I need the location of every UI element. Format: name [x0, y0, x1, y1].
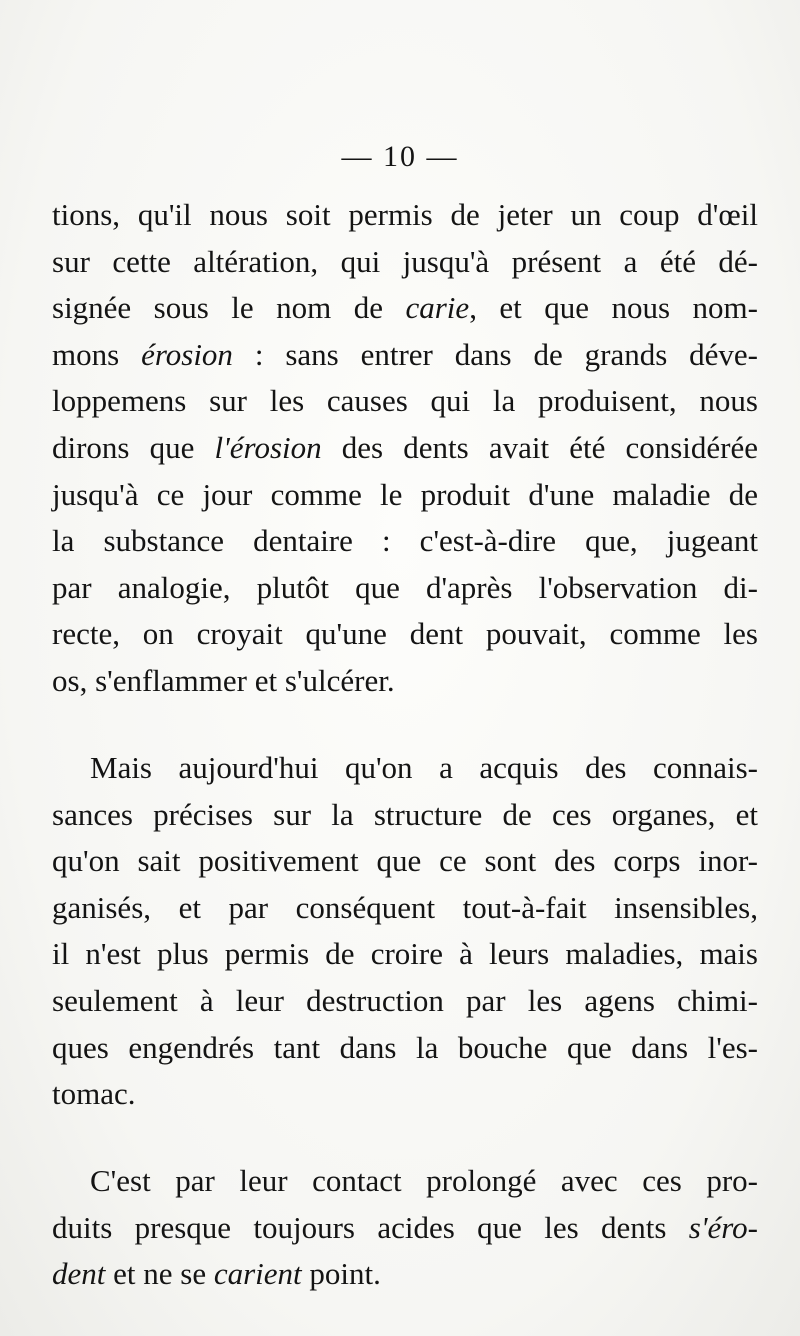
text-run: ganisés, et par conséquent tout-à-fait insensibles, [52, 889, 758, 925]
text-line [52, 192, 758, 239]
text-run: point. [301, 1256, 381, 1292]
text-run: il n'est plus permis de croire à leurs maladies, mais [52, 936, 758, 972]
text-line [52, 378, 758, 425]
text-run: tions, qu'il nous soit permis de jeter un coup d'œil [52, 197, 758, 232]
italic-term: dent [52, 1256, 106, 1292]
text-line [52, 332, 758, 379]
text-line [52, 1071, 758, 1118]
text-run: dirons que [52, 429, 215, 465]
text-run: : sans entrer dans de grands déve- [232, 336, 758, 372]
text-line [52, 518, 758, 565]
text-run: tomac. [52, 1076, 136, 1112]
italic-term: l'érosion [214, 429, 322, 465]
text-run: qu'on sait positivement que ce sont des corps inor- [52, 843, 758, 879]
text-run: seulement à leur destruction par les agens chimi- [52, 982, 758, 1018]
text-run: mons [52, 336, 142, 372]
page-number: — 10 — [341, 140, 459, 173]
italic-term: carient [213, 1256, 302, 1292]
text-run: Mais aujourd'hui qu'on a acquis des connais- [90, 750, 758, 785]
text-run: ques engendrés tant dans la bouche que dans l'es- [52, 1029, 758, 1065]
italic-term: carie [405, 290, 470, 326]
text-line [52, 1025, 758, 1072]
text-run: sances précises sur la structure de ces organes, et [52, 796, 758, 832]
text-run: C'est par leur contact prolongé avec ces pro- [90, 1163, 758, 1198]
text-line [52, 931, 758, 978]
text-line [52, 792, 758, 839]
text-line [52, 472, 758, 519]
text-line [52, 1158, 758, 1205]
text-line [52, 978, 758, 1025]
text-run: , et que nous nom- [469, 290, 758, 326]
text-line [52, 285, 758, 332]
text-run: recte, on croyait qu'une dent pouvait, comme les [52, 616, 758, 652]
text-line [52, 425, 758, 472]
text-run: jusqu'à ce jour comme le produit d'une maladie de [52, 476, 758, 512]
text-line [52, 838, 758, 885]
text-run: la substance dentaire : c'est-à-dire que, jugeant [52, 523, 758, 559]
paragraph-3 [52, 1158, 758, 1298]
paragraph-1 [52, 192, 758, 705]
text-line [52, 1205, 758, 1252]
text-line [52, 658, 758, 705]
text-run: loppemens sur les causes qui la produisent, nous [52, 383, 758, 419]
italic-term: érosion [141, 336, 233, 372]
text-line [52, 885, 758, 932]
text-run: os, s'enflammer et s'ulcérer. [52, 662, 395, 698]
text-run: par analogie, plutôt que d'après l'observation di- [52, 569, 758, 605]
text-line [52, 1251, 758, 1298]
text-run: des dents avait été considérée [321, 429, 759, 465]
text-line [52, 239, 758, 286]
text-line [52, 745, 758, 792]
text-run: et ne se [105, 1256, 214, 1292]
text-run: sur cette altération, qui jusqu'à présent a été dé- [52, 243, 758, 279]
text-run: duits presque toujours acides que les dents [52, 1209, 689, 1245]
text-run: signée sous le nom de [52, 290, 406, 326]
text-line [52, 611, 758, 658]
italic-term: s'éro- [688, 1209, 758, 1245]
paragraph-2 [52, 745, 758, 1118]
text-line [52, 565, 758, 612]
